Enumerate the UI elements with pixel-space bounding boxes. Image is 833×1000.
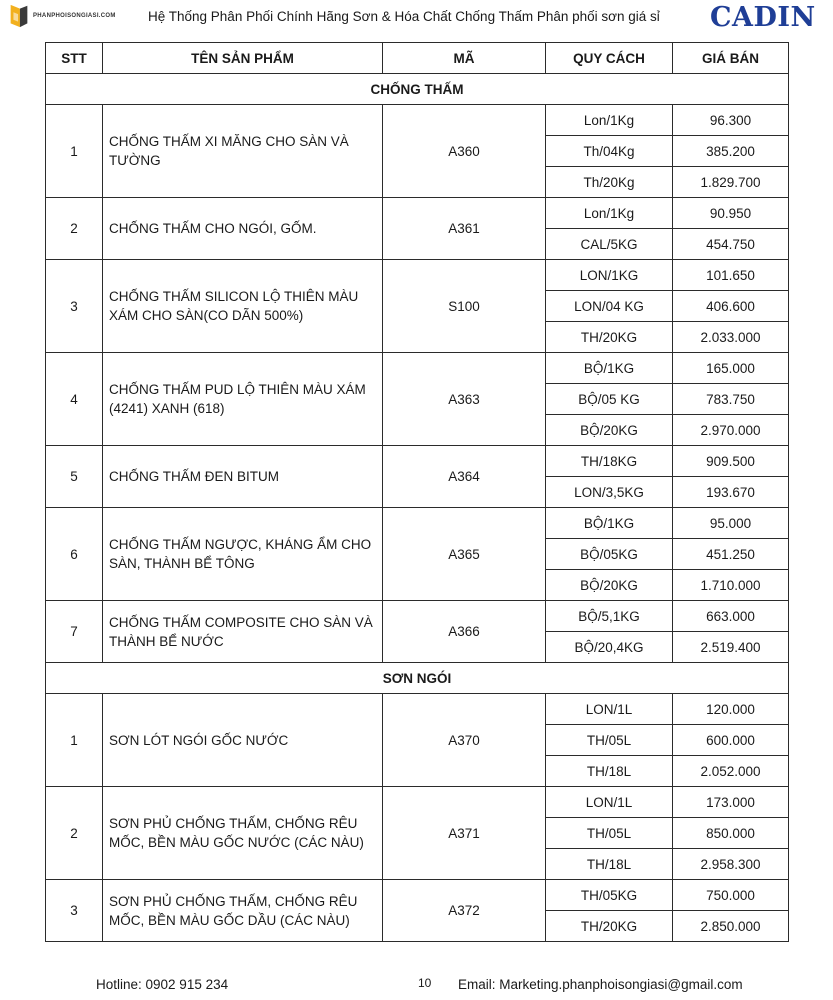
column-header: MÃ — [383, 43, 546, 74]
product-code: A371 — [383, 787, 546, 880]
table-row — [46, 260, 789, 291]
product-stt: 1 — [46, 694, 103, 787]
column-header: GIÁ BÁN — [673, 43, 789, 74]
price-value: 454.750 — [673, 229, 789, 260]
price-value: 750.000 — [673, 880, 789, 911]
product-stt: 4 — [46, 353, 103, 446]
pack-size: BỘ/20KG — [546, 415, 673, 446]
pack-size: LON/04 KG — [546, 291, 673, 322]
product-stt: 6 — [46, 508, 103, 601]
price-value: 120.000 — [673, 694, 789, 725]
price-value: 90.950 — [673, 198, 789, 229]
pack-size: BỘ/20,4KG — [546, 632, 673, 663]
price-value: 96.300 — [673, 105, 789, 136]
page-header — [0, 0, 833, 40]
price-value: 2.958.300 — [673, 849, 789, 880]
pack-size: TH/20KG — [546, 911, 673, 942]
table-header-row — [46, 43, 789, 74]
price-value: 2.970.000 — [673, 415, 789, 446]
price-value: 2.033.000 — [673, 322, 789, 353]
email-text: Email: Marketing.phanphoisongiasi@gmail.com — [458, 977, 743, 992]
table-body — [46, 74, 789, 942]
pack-size: Th/04Kg — [546, 136, 673, 167]
price-value: 385.200 — [673, 136, 789, 167]
table-row — [46, 198, 789, 229]
price-value: 909.500 — [673, 446, 789, 477]
pack-size: TH/18L — [546, 756, 673, 787]
product-code: A372 — [383, 880, 546, 942]
product-code: A363 — [383, 353, 546, 446]
column-header: QUY CÁCH — [546, 43, 673, 74]
product-name: CHỐNG THẤM ĐEN BITUM — [103, 446, 383, 508]
site-logo[interactable] — [8, 3, 116, 29]
table-row — [46, 787, 789, 818]
product-code: S100 — [383, 260, 546, 353]
product-name: SƠN LÓT NGÓI GỐC NƯỚC — [103, 694, 383, 787]
pack-size: TH/18KG — [546, 446, 673, 477]
product-name: CHỐNG THẤM NGƯỢC, KHÁNG ẨM CHO SÀN, THÀNH BỂ TÔNG — [103, 508, 383, 601]
pack-size: Lon/1Kg — [546, 198, 673, 229]
price-value: 2.052.000 — [673, 756, 789, 787]
header-title: Hệ Thống Phân Phối Chính Hãng Sơn & Hóa Chất Chống Thấm Phân phối sơn giá sỉ — [148, 9, 660, 24]
pack-size: BỘ/20KG — [546, 570, 673, 601]
pack-size: TH/05L — [546, 818, 673, 849]
hotline-text: Hotline: 0902 915 234 — [96, 977, 229, 992]
price-value: 173.000 — [673, 787, 789, 818]
pack-size: LON/1L — [546, 787, 673, 818]
brand-logo: CADIN — [710, 2, 816, 33]
table-row — [46, 105, 789, 136]
pack-size: BỘ/1KG — [546, 353, 673, 384]
section-title: SƠN NGÓI — [46, 663, 789, 694]
price-value: 1.710.000 — [673, 570, 789, 601]
product-code: A360 — [383, 105, 546, 198]
product-name: CHỐNG THẤM CHO NGÓI, GỐM. — [103, 198, 383, 260]
product-stt: 7 — [46, 601, 103, 663]
pack-size: CAL/5KG — [546, 229, 673, 260]
price-value: 850.000 — [673, 818, 789, 849]
column-header: STT — [46, 43, 103, 74]
section-row — [46, 663, 789, 694]
price-value: 95.000 — [673, 508, 789, 539]
page-footer — [0, 975, 833, 997]
logo-icon — [8, 3, 30, 29]
pack-size: LON/3,5KG — [546, 477, 673, 508]
price-value: 2.850.000 — [673, 911, 789, 942]
product-code: A361 — [383, 198, 546, 260]
product-stt: 3 — [46, 880, 103, 942]
price-value: 451.250 — [673, 539, 789, 570]
product-code: A366 — [383, 601, 546, 663]
price-value: 783.750 — [673, 384, 789, 415]
pack-size: TH/05KG — [546, 880, 673, 911]
pack-size: TH/20KG — [546, 322, 673, 353]
price-value: 663.000 — [673, 601, 789, 632]
product-name: SƠN PHỦ CHỐNG THẤM, CHỐNG RÊU MỐC, BỀN MÀU GỐC DẦU (CÁC NÀU) — [103, 880, 383, 942]
price-value: 193.670 — [673, 477, 789, 508]
table-row — [46, 353, 789, 384]
section-title: CHỐNG THẤM — [46, 74, 789, 105]
page-number: 10 — [418, 976, 432, 990]
product-name: SƠN PHỦ CHỐNG THẤM, CHỐNG RÊU MỐC, BỀN MÀU GỐC NƯỚC (CÁC NÀU) — [103, 787, 383, 880]
pack-size: BỘ/05KG — [546, 539, 673, 570]
product-name: CHỐNG THẤM SILICON LỘ THIÊN MÀU XÁM CHO SÀN(CO DÃN 500%) — [103, 260, 383, 353]
price-value: 101.650 — [673, 260, 789, 291]
pack-size: BỘ/05 KG — [546, 384, 673, 415]
price-value: 165.000 — [673, 353, 789, 384]
table-row — [46, 508, 789, 539]
product-stt: 2 — [46, 787, 103, 880]
price-table — [45, 42, 789, 942]
product-name: CHỐNG THẤM XI MĂNG CHO SÀN VÀ TƯỜNG — [103, 105, 383, 198]
product-code: A364 — [383, 446, 546, 508]
table-row — [46, 601, 789, 632]
column-header: TÊN SẢN PHẨM — [103, 43, 383, 74]
pack-size: Lon/1Kg — [546, 105, 673, 136]
price-value: 600.000 — [673, 725, 789, 756]
pack-size: BỘ/1KG — [546, 508, 673, 539]
price-value: 406.600 — [673, 291, 789, 322]
pack-size: LON/1KG — [546, 260, 673, 291]
pack-size: TH/18L — [546, 849, 673, 880]
table-row — [46, 446, 789, 477]
pack-size: TH/05L — [546, 725, 673, 756]
table-row — [46, 880, 789, 911]
product-code: A370 — [383, 694, 546, 787]
product-code: A365 — [383, 508, 546, 601]
section-row — [46, 74, 789, 105]
pack-size: Th/20Kg — [546, 167, 673, 198]
site-name: PHANPHOISONGIASI.COM — [33, 13, 116, 19]
pack-size: BỘ/5,1KG — [546, 601, 673, 632]
product-stt: 3 — [46, 260, 103, 353]
price-value: 2.519.400 — [673, 632, 789, 663]
product-name: CHỐNG THẤM PUD LỘ THIÊN MÀU XÁM (4241) XANH (618) — [103, 353, 383, 446]
table-row — [46, 694, 789, 725]
price-value: 1.829.700 — [673, 167, 789, 198]
product-stt: 5 — [46, 446, 103, 508]
pack-size: LON/1L — [546, 694, 673, 725]
product-stt: 1 — [46, 105, 103, 198]
product-name: CHỐNG THẤM COMPOSITE CHO SÀN VÀ THÀNH BỂ NƯỚC — [103, 601, 383, 663]
product-stt: 2 — [46, 198, 103, 260]
